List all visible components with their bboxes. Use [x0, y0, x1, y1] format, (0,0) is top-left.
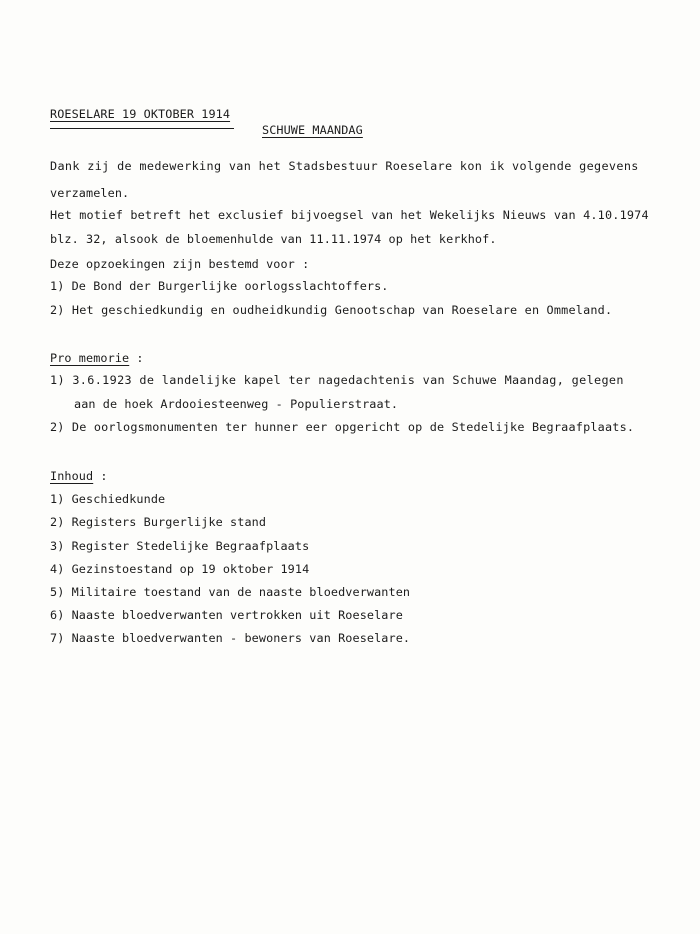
pro-memorie-label: Pro memorie [50, 351, 130, 365]
contents-item: 1) Geschiedkunde [50, 492, 166, 506]
intro-line: Dank zij de medewerking van het Stadsbestuur Roeselare kon ik volgende gegevens [50, 159, 639, 173]
contents-item: 3) Register Stedelijke Begraafplaats [50, 539, 310, 553]
intro-line: Het motief betreft het exclusief bijvoegsel van het Wekelijks Nieuws van 4.10.1974 [50, 208, 649, 222]
contents-item: 6) Naaste bloedverwanten vertrokken uit Roeselare [50, 608, 403, 622]
inhoud-colon: : [93, 469, 108, 483]
list-item: 1) 3.6.1923 de landelijke kapel ter nagedachtenis van Schuwe Maandag, gelegen [50, 373, 624, 387]
contents-item: 2) Registers Burgerlijke stand [50, 515, 267, 529]
pro-memorie-colon: : [129, 351, 144, 365]
list-item: 2) Het geschiedkundig en oudheidkundig Genootschap van Roeselare en Ommeland. [50, 303, 613, 317]
inhoud-heading [50, 468, 108, 484]
intro-line: verzamelen. [50, 186, 130, 200]
contents-item: 7) Naaste bloedverwanten - bewoners van Roeselare. [50, 631, 411, 645]
intro-line: blz. 32, alsook de bloemenhulde van 11.11.1974 op het kerkhof. [50, 232, 497, 246]
header-rule [50, 128, 234, 129]
inhoud-label: Inhoud [50, 469, 94, 483]
intro-line: Deze opzoekingen zijn bestemd voor : [50, 257, 310, 271]
list-item: 1) De Bond der Burgerlijke oorlogsslachtoffers. [50, 279, 389, 293]
document-title: SCHUWE MAANDAG [262, 123, 363, 137]
contents-item: 4) Gezinstoestand op 19 oktober 1914 [50, 562, 310, 576]
list-item-continuation: aan de hoek Ardooiesteenweg - Populierstraat. [74, 397, 399, 411]
place-date: ROESELARE 19 OKTOBER 1914 [50, 107, 231, 121]
list-item: 2) De oorlogsmonumenten ter hunner eer opgericht op de Stedelijke Begraafplaats. [50, 420, 635, 434]
pro-memorie-heading [50, 350, 144, 366]
contents-item: 5) Militaire toestand van de naaste bloedverwanten [50, 585, 411, 599]
